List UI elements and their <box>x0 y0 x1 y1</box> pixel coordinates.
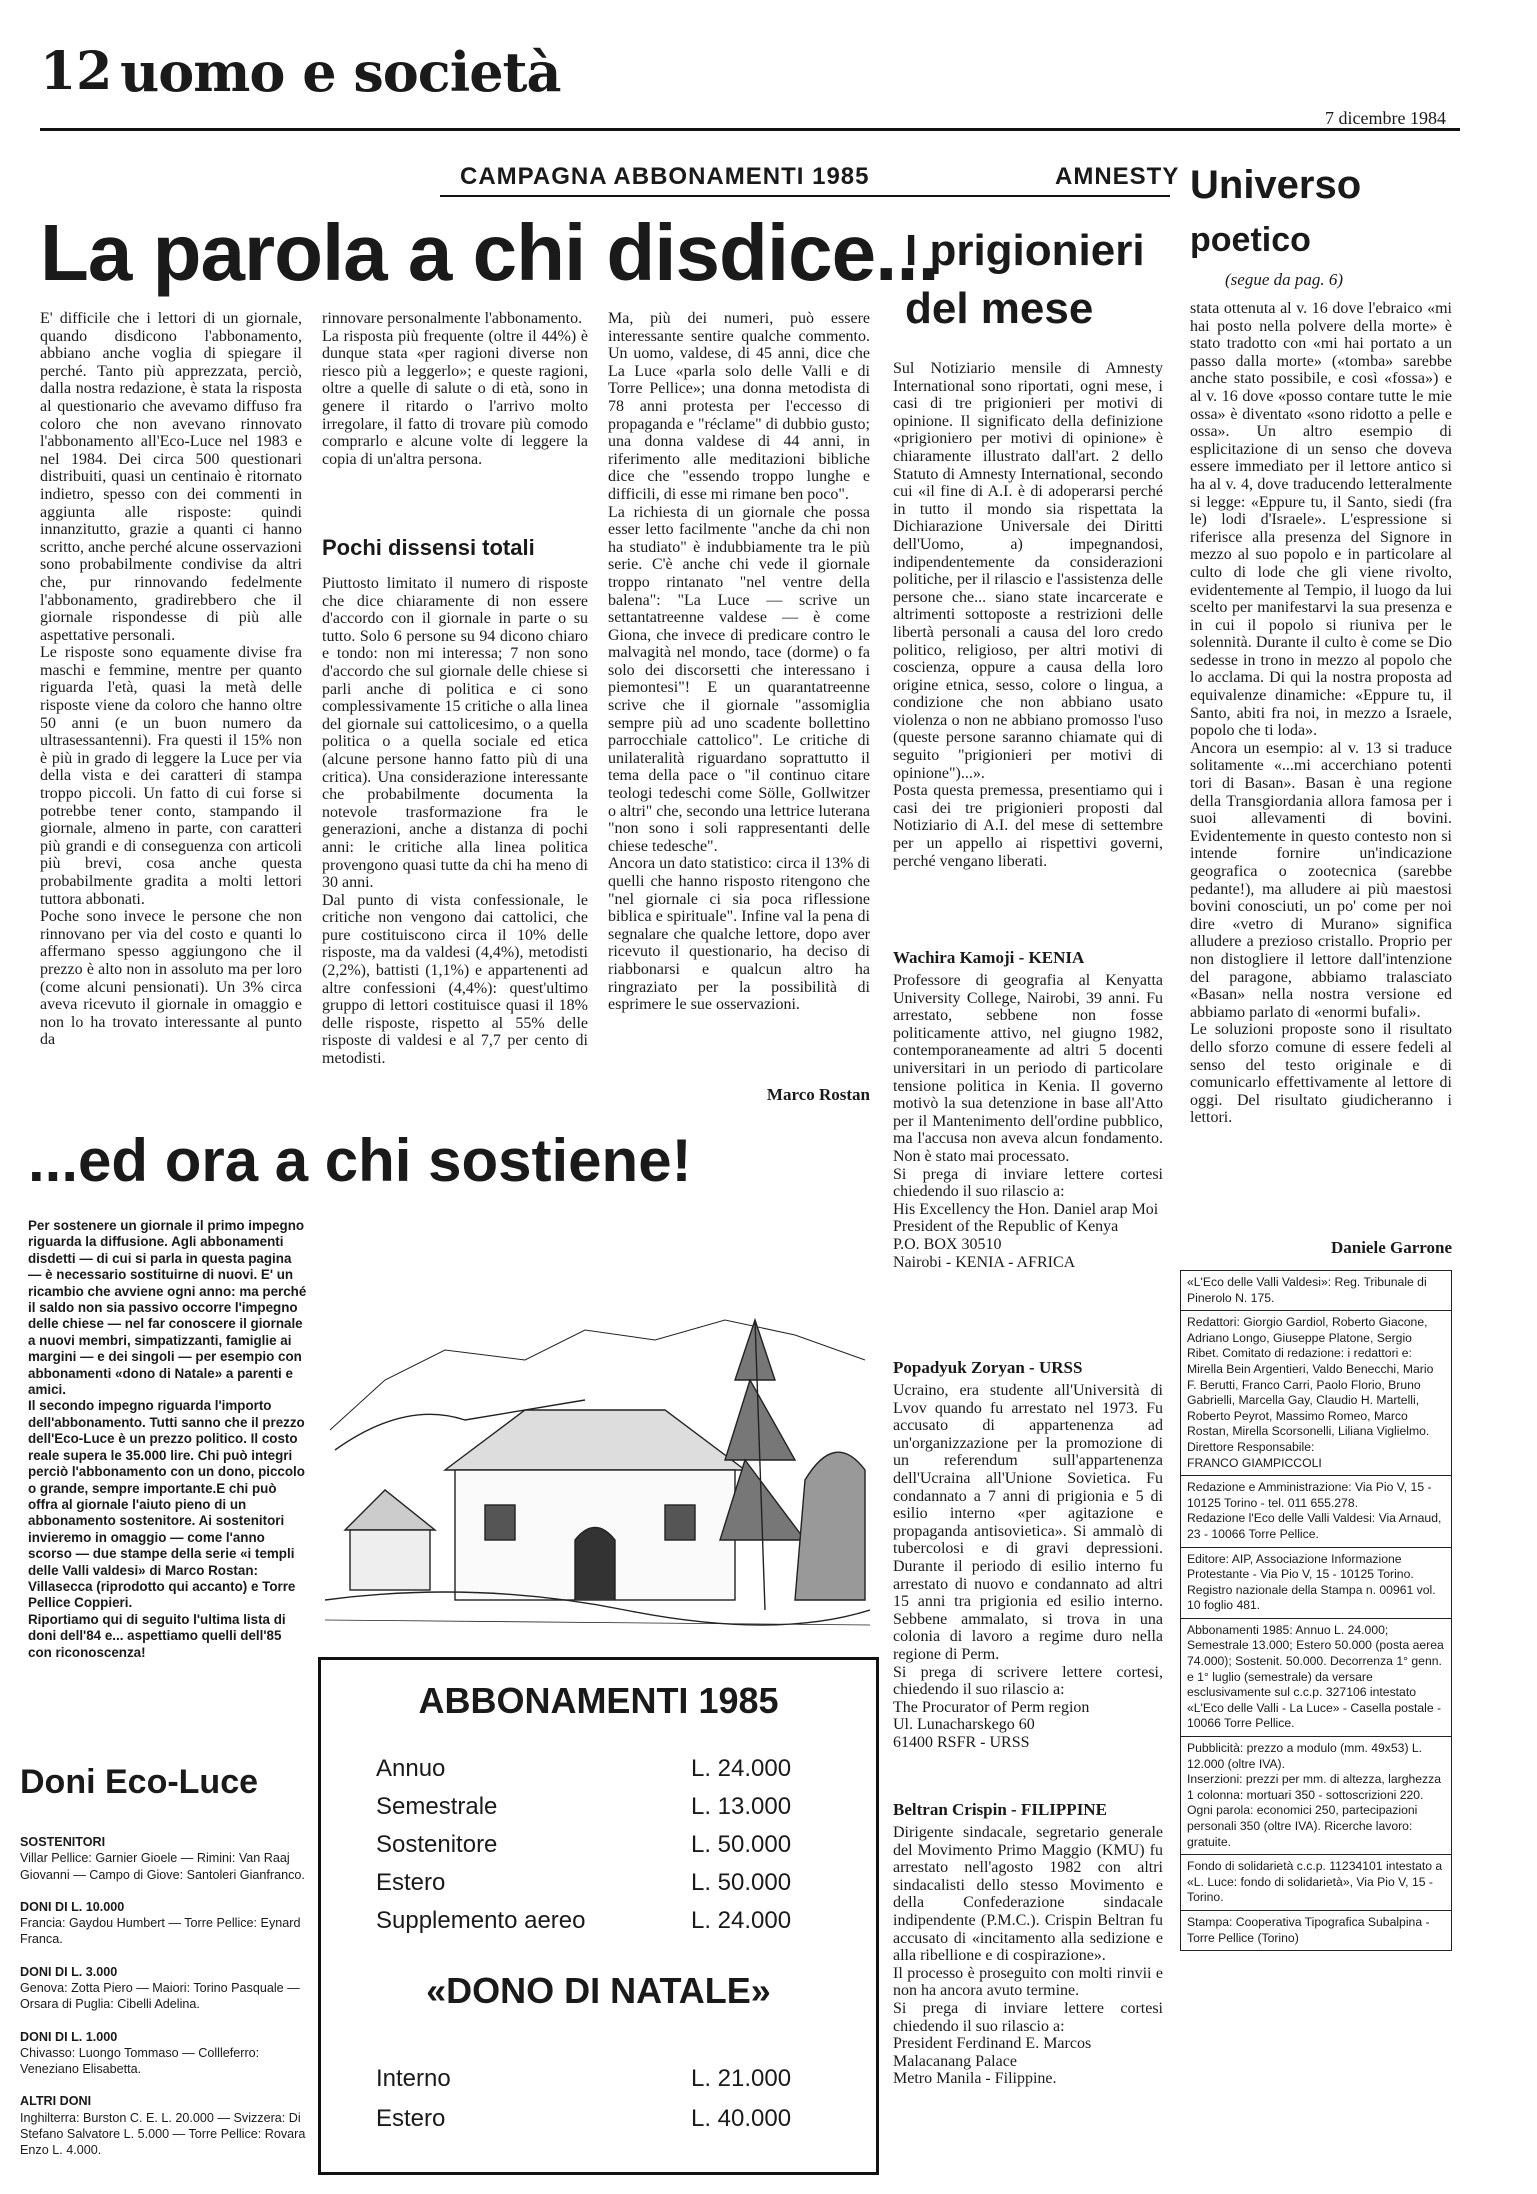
doni-group-text: Francia: Gaydou Humbert — Torre Pellice: Eynard Franca. <box>20 1916 301 1947</box>
article-subhead: Pochi dissensi totali <box>322 535 535 560</box>
amnesty-header: AMNESTY <box>1055 163 1180 190</box>
amnesty-intro: Sul Notiziario mensile di Amnesty International sono riportati, ogni mese, i casi di tre prigionieri per motivi di opinione. Il significato della definizione «prigioniero per motivi di opinione» è chiaramente illustrato dall'art. 2 dello Statuto di Amnesty International, secondo cui «il fine di A.I. è di adoperarsi perché in tutto il mondo sia rispettata la Dichiarazione Universale dei Diritti dell'Uomo, a) impegnandosi, indipendentemente da considerazioni politiche, per il rilascio e l'assistenza delle persone che... siano state incarcerate e altrimenti sottoposte a restrizioni delle libertà personali a causa del loro credo politico, religioso, per altri motivi di coscienza, oppure a causa della loro origine etnica, sesso, colore o lingua, a condizione che non abbiano usato violenza o non ne abbiano promosso l'uso (queste persone saranno chiamate qui di seguito "prigionieri per motivi di opinione")...». Posta questa premessa, presentiamo qui i casi dei tre prigionieri proposti dal Notiziario di A.I. del mese di settembre per un appello ai rispettivi governi, perché vengano liberati. <box>893 360 1163 870</box>
doni-group-text: Inghilterra: Burston C. E. L. 20.000 — Svizzera: Di Stefano Salvatore L. 5.000 — Torre Pellice: Rovara Enzo L. 4.000. <box>20 2110 306 2158</box>
doni-list <box>20 1818 315 2174</box>
article-column-2a: rinnovare personalmente l'abbonamento. La risposta più frequente (oltre il 44%) è dunque stata «per ragioni diverse non riesco più a leggerlo»; e queste ragioni, oltre a quelle di salute o di età, sono in genere il ritardo o l'arrivo molto irregolare, il fatto di trovare più comodo comprarlo e alcune volte di leggere la copia di un'altra persona. <box>322 310 588 468</box>
subscription-box <box>318 1657 879 2175</box>
subscription-price: L. 24.000 <box>691 1907 792 1934</box>
section-rule <box>440 195 1170 197</box>
imprint-block: Pubblicità: prezzo a modulo (mm. 49x53) L. 12.000 (oltre IVA). Inserzioni: prezzi per mm. di altezza, larghezza 1 colonna: mortuari 350 - sottoscrizioni 220. Ogni parola: economici 250, partecipazioni personali 350 (oltre IVA). Ricerche lavoro: gratuite. <box>1181 1737 1451 1855</box>
case-3-name: Beltran Crispin - FILIPPINE <box>893 1800 1107 1819</box>
subscription-price: L. 50.000 <box>691 1831 792 1858</box>
subscription-label: Sostenitore <box>376 1831 498 1858</box>
subscription-title: ABBONAMENTI 1985 <box>418 1680 779 1721</box>
doni-group-head: ALTRI DONI <box>20 2094 92 2109</box>
section-header: CAMPAGNA ABBONAMENTI 1985 <box>460 163 870 190</box>
doni-group-head: DONI DI L. 3.000 <box>20 1964 118 1979</box>
doni-group-text: Chivasso: Luongo Tommaso — Collleferro: Veneziano Elisabetta. <box>20 2045 260 2077</box>
imprint-block: Editore: AIP, Associazione Informazione Protestante - Via Pio V, 15 - 10125 Torino. Registro nazionale della Stampa n. 00961 vol. 10 foglio 481. <box>1181 1548 1451 1619</box>
article-signature: Marco Rostan <box>766 1085 870 1104</box>
doni-group-head: SOSTENITORI <box>20 1835 106 1850</box>
newspaper-section-title: uomo e società <box>120 40 561 104</box>
sostiene-headline: ...ed ora a chi sostiene! <box>28 1127 692 1194</box>
sostiene-appeal: Per sostenere un giornale il primo impegno riguarda la diffusione. Agli abbonamenti disdetti — di cui si parla in questa pagina — è necessario sostituirne di nuovi. E' un ricambio che avviene ogni anno: ma perché il saldo non sia passivo occorre l'impegno delle chiese — nel far conoscere il giornale a nuovi membri, simpatizzanti, famiglie ai margini — e dei singoli — per esempio con abbonamenti «dono di Natale» a parenti e amici. Il secondo impegno riguarda l'importo dell'abbonamento. Tutti sanno che il prezzo dell'Eco-Luce è un prezzo politico. Il costo reale supera le 35.000 lire. Chi può integri perciò l'abbonamento con un dono, piccolo o grande, sempre importante.E chi può offra al giornale l'aiuto pieno di un abbonamento sostenitore. Ai sostenitori invieremo in omaggio — come l'anno scorso — due stampe della serie «i templi delle Valli valdesi» di Marco Rostan: Villasecca (riprodotto qui accanto) e Torre Pellice Coppieri. Riportiamo qui di seguito l'ultima lista di doni dell'84 e... aspettiamo quelli dell'85 con riconoscenza! <box>28 1218 307 1660</box>
doni-group-head: DONI DI L. 1.000 <box>20 2029 118 2044</box>
christmas-gift-title: «DONO DI NATALE» <box>426 1970 771 2011</box>
main-headline: La parola a chi disdice... <box>40 208 939 297</box>
doni-group-text: Genova: Zotta Piero — Maiori: Torino Pasquale — Orsara di Puglia: Cibelli Adelina. <box>20 1981 300 2012</box>
gift-label: Interno <box>376 2065 451 2092</box>
doni-group <box>20 1964 315 2013</box>
universo-text: stata ottenuta al v. 16 dove l'ebraico «mi hai posto nella polvere della morte» è stato tradotto con «mi hai portato a un passo dalla morte» («tomba» sarebbe anche stato possibile, e così «fossa») e al v. 16 dove «posso contare tutte le mie ossa» è diventato «sono ridotto a pelle e ossa». Un altro esempio di esplicitazione di un senso che doveva essere immediato per il lettore antico si ha al v. 4, dove traducendo letteralmente si legge: «Eppure tu, il Santo, siedi (fra le) lodi d'Israele». L'espressione si riferisce alla presenza del Signore in mezzo al suo popolo e in particolare al culto di lode che gli viene rivolto, evidentemente al Tempio, il luogo da lui scelto per manifestarvi la sua presenza e in cui il popolo si riuniva per le solennità. Durante il culto è come se Dio sedesse in trono in mezzo al popolo che lo acclama. Di qui la nostra proposta ad equivalenze dinamiche: «Eppure tu, il Santo, abiti fra noi, in mezzo a Israele, popolo che ti loda». Ancora un esempio: al v. 13 si traduce solitamente «...mi accerchiano potenti tori di Basan». Basan è una regione della Transgiordania allora famosa per i suoi allevamenti di bovini. Evidentemente in questo contesto non si intende fornire un'indicazione geografica o zootecnica (sarebbe pedante!), ma alludere ai più maestosi bovini conosciuti, un po' come per noi dire «vetro di Murano» significa alludere a prezioso cristallo. Proprio per non distogliere il lettore dall'intenzione del paragone, abbiamo tralasciato «Basan» nella nostra versione ed abbiamo parlato di «enormi bufali». Le soluzioni proposte sono il risultato dello sforzo comune di essere fedeli al senso del testo originale e di comunicarlo effettivamente al lettore di oggi. Del risultato giudicheranno i lettori. <box>1190 300 1452 1127</box>
doni-group <box>20 1834 315 1883</box>
subscription-label: Semestrale <box>376 1793 498 1820</box>
universo-signature: Daniele Garrone <box>1330 1238 1452 1257</box>
gift-price: L. 40.000 <box>691 2105 792 2132</box>
case-2-name: Popadyuk Zoryan - URSS <box>893 1358 1083 1377</box>
subscription-label: Estero <box>376 1869 446 1896</box>
imprint-block: «L'Eco delle Valli Valdesi»: Reg. Tribunale di Pinerolo N. 175. <box>1181 1271 1451 1311</box>
article-column-3: Ma, più dei numeri, può essere interessante sentire qualche commento. Un uomo, valdese, di 45 anni, dice che La Luce «parla solo delle Valli e di Torre Pellice»; una donna metodista di 78 anni protesta per l'eccesso di propaganda e "réclame" di dubbio gusto; una donna valdese di 44 anni, in riferimento alle meditazioni bibliche dice che "essendo troppo lunghe e difficili, di esse mi rimane ben poco". La richiesta di un giornale che possa esser letto facilmente "anche da chi non ha studiato" è indubbiamente tra le più serie. C'è anche chi vede il giornale troppo rintanato "nel ventre della balena": "La Luce — scrive un settantatreenne valdese — è come Giona, che invece di predicare contro le malvagità nel mondo, tace (dorme) o fa solo dei discorsetti che interessano i piemontesi"! E un quarantatreenne scrive che il giornale "assomiglia sempre più ad uno scadente bollettino parrocchiale cattolico". Le critiche di unilateralità riguardano soprattutto il tema della pace o "il continuo citare teologi tedeschi come Sölle, Gollwitzer o altri" che, secondo una lettrice luterana "non sono i soli rappresentanti delle chiese tedesche". Ancora un dato statistico: circa il 13% di quelli che hanno risposto ritengono che "nel giornale ci sia poca riflessione biblica e spirituale". Infine val la pena di segnalare che qualche lettore, dopo aver ricevuto il questionario, ha deciso di riabbonarsi e qualcun altro ha ringraziato per la possibilità di esprimere le sue osservazioni. <box>608 310 870 1014</box>
doni-group-text: Villar Pellice: Garnier Gioele — Rimini: Van Raaj Giovanni — Campo di Giove: Santoleri Gianfranco. <box>20 1851 305 1882</box>
imprint-block: Redattori: Giorgio Gardiol, Roberto Giacone, Adriano Longo, Giuseppe Platone, Sergio Ribet. Comitato di redazione: i redattori e: Mirella Bein Argentieri, Valdo Benecchi, Mario F. Berutti, Franco Carri, Paolo Florio, Bruno Gabrielli, Marcella Gay, Claudio H. Martelli, Roberto Peyrot, Massimo Romeo, Marco Rostan, Mirella Scorsonelli, Liliana Viglielmo. Direttore Responsabile: FRANCO GIAMPICCOLI <box>1181 1311 1451 1476</box>
imprint-box <box>1180 1270 1452 1951</box>
subscription-price: L. 13.000 <box>691 1793 792 1820</box>
case-1-name: Wachira Kamoji - KENIA <box>893 948 1085 967</box>
universo-title: Universo <box>1190 163 1362 207</box>
case-2-text: Ucraino, era studente all'Università di Lvov quando fu arrestato nel 1973. Fu accusato di appartenenza ad un'organizzazione per la promozione di un referendum sull'appartenenza dell'Ucraina all'Unione Sovietica. Fu condannato a 7 anni di prigionia e 5 di esilio interno «per agitazione e propaganda antisovietica». Si ammalò di tubercolosi e di gravi depressioni. Durante il periodo di esilio interno fu arrestato di nuovo e condannato ad altri 15 anni tra prigionia ed esilio interno. Sebbene ammalato, si trova in una colonia di lavoro a regime duro nella regione di Perm. Si prega di scrivere lettere cortesi, chiedendo il suo rilascio a: The Procurator of Perm region Ul. Lunacharskego 60 61400 RSFR - URSS <box>893 1382 1163 1751</box>
doni-title: Doni Eco-Luce <box>20 1763 259 1801</box>
subscription-label: Annuo <box>376 1755 446 1782</box>
page-number: 12 <box>40 41 113 102</box>
case-3-text: Dirigente sindacale, segretario generale del Movimento Primo Maggio (KMU) fu arrestato nell'agosto 1982 con altri sindacalisti dello stesso Movimento e della Confederazione sindacale indipendente (P.M.C.). Crispin Beltran fu accusato di «incitamento alla sedizione e alla ribellione e di cospirazione». Il processo è proseguito con molti rinvii e non ha ancora avuto termine. Si prega di inviare lettere cortesi chiedendo il suo rilascio a: President Ferdinand E. Marcos Malacanang Palace Metro Manila - Filippine. <box>893 1824 1163 2088</box>
article-column-1: E' difficile che i lettori di un giornale, quando disdicono l'abbonamento, abbiano anche voglia di spiegare il perché. Tanto più apprezzata, perciò, dalla nostra redazione, è stata la risposta al questionario che avevamo diffuso fra coloro che non avevano rinnovato l'abbonamento all'Eco-Luce nel 1983 e nel 1984. Dei circa 500 questionari distribuiti, quasi un centinaio è ritornato indietro, spesso con dei commenti in aggiunta alle risposte: quindi innanzitutto, grazie a quanti ci hanno scritto, anche perché alcune osservazioni sono probabilmente condivise da altri che, pur rinnovando fedelmente l'abbonamento, gradirebbero che il giornale rispondesse di più alle aspettative personali. Le risposte sono equamente divise fra maschi e femmine, mentre per quanto riguarda l'età, quasi la metà delle risposte viene da coloro che hanno oltre 50 anni (e un buon numero da ultrasessantenni). Fra questi il 15% non è più in grado di leggere la Luce per via della vista e dei caratteri di stampa troppo piccoli. Un fatto di cui forse si potrebbe tener conto, stampando il giornale, almeno in parte, con caratteri più grandi e di conseguenza con articoli più brevi, cosa anche questa probabilmente gradita a molti lettori tuttora abbonati. Poche sono invece le persone che non rinnovano per via del costo e quanti lo affermano spesso aggiungono che il prezzo è alto non in assoluto ma per loro (come alcuni pensionati). Un 3% circa aveva ricevuto il giornale in omaggio e non lo ha trovato interessante al punto da <box>40 310 302 1049</box>
article-column-2b: Piuttosto limitato il numero di risposte che dice chiaramente di non essere d'accordo con il giornale in parte o su tutto. Solo 6 persone su 94 dicono chiaro e tondo: non mi interessa; 7 non sono d'accordo che sul giornale delle chiese si parli anche di politica e ci sono complessivamente 15 critiche o alla linea del giornale sui cattolicesimo, o a quella politica o a quella sociale ed etica (alcune persone hanno fatto più di una critica). Una considerazione interessante che probabilmente documenta la notevole trasformazione fra le generazioni, anche a distanza di pochi anni: le critiche alla linea politica provengono quasi tutte da chi ha meno di 30 anni. Dal punto di vista confessionale, le critiche non vengono dai cattolici, che pure costituiscono circa il 10% delle risposte, ma da valdesi (4,4%), metodisti (2,2%), battisti (1,1%) e appartenenti ad altre confessioni (4,4%): quest'ultimo gruppo di lettori costituisce quasi il 18% delle risposte, rispetto al 55% delle risposte di valdesi e al 7,7 per cento di metodisti. <box>322 575 588 1068</box>
gift-price: L. 21.000 <box>691 2065 792 2092</box>
case-1-text: Professore di geografia al Kenyatta University College, Nairobi, 39 anni. Fu arrestato, sebbene non fosse politicamente attivo, nel giugno 1982, contemporaneamente ad altri 5 docenti universitari in un periodo di particolare tensione politica in Kenia. Il governo motivò la sua detenzione in base all'Atto per il Mantenimento dell'ordine pubblico, ma l'accusa non aveva alcun fondamento. Non è stato mai processato. Si prega di inviare lettere cortesi chiedendo il suo rilascio a: His Excellency the Hon. Daniel arap Moi President of the Republic of Kenya P.O. BOX 30510 Nairobi - KENIA - AFRICA <box>893 972 1163 1271</box>
imprint-block: Redazione e Amministrazione: Via Pio V, 15 - 10125 Torino - tel. 011 655.278. Redazione l'Eco delle Valli Valdesi: Via Arnaud, 23 - 10066 Torre Pellice. <box>1181 1476 1451 1547</box>
doni-group <box>20 2093 315 2158</box>
imprint-block: Stampa: Cooperativa Tipografica Subalpina - Torre Pellice (Torino) <box>1187 1914 1430 1945</box>
gift-label: Estero <box>376 2105 446 2132</box>
subscription-price: L. 24.000 <box>691 1755 792 1782</box>
universo-continuation: (segue da pag. 6) <box>1225 270 1344 289</box>
doni-group-head: DONI DI L. 10.000 <box>20 1900 125 1915</box>
issue-date: 7 dicembre 1984 <box>1325 108 1446 128</box>
subscription-label: Supplemento aereo <box>376 1907 586 1934</box>
doni-group <box>20 2029 315 2078</box>
amnesty-headline: I prigionieri del mese <box>905 226 1145 333</box>
doni-group <box>20 1899 315 1948</box>
imprint-block: Fondo di solidarietà c.c.p. 11234101 intestato a «L. Luce: fondo di solidarietà», Via Pio V, 15 - Torino. <box>1181 1855 1451 1911</box>
villasecca-illustration <box>325 1280 870 1640</box>
universo-subtitle: poetico <box>1190 221 1311 259</box>
subscription-price: L. 50.000 <box>691 1869 792 1896</box>
imprint-block: Abbonamenti 1985: Annuo L. 24.000; Semestrale 13.000; Estero 50.000 (posta aerea 74.000); Sostenit. 50.000. Decorrenza 1° genn. e 1° luglio (semestrale) da versare esclusivamente sul c.c.p. 327106 intestato «L'Eco delle Valli - La Luce» - Casella postale - 10066 Torre Pellice. <box>1181 1619 1451 1737</box>
masthead-rule <box>40 128 1460 131</box>
